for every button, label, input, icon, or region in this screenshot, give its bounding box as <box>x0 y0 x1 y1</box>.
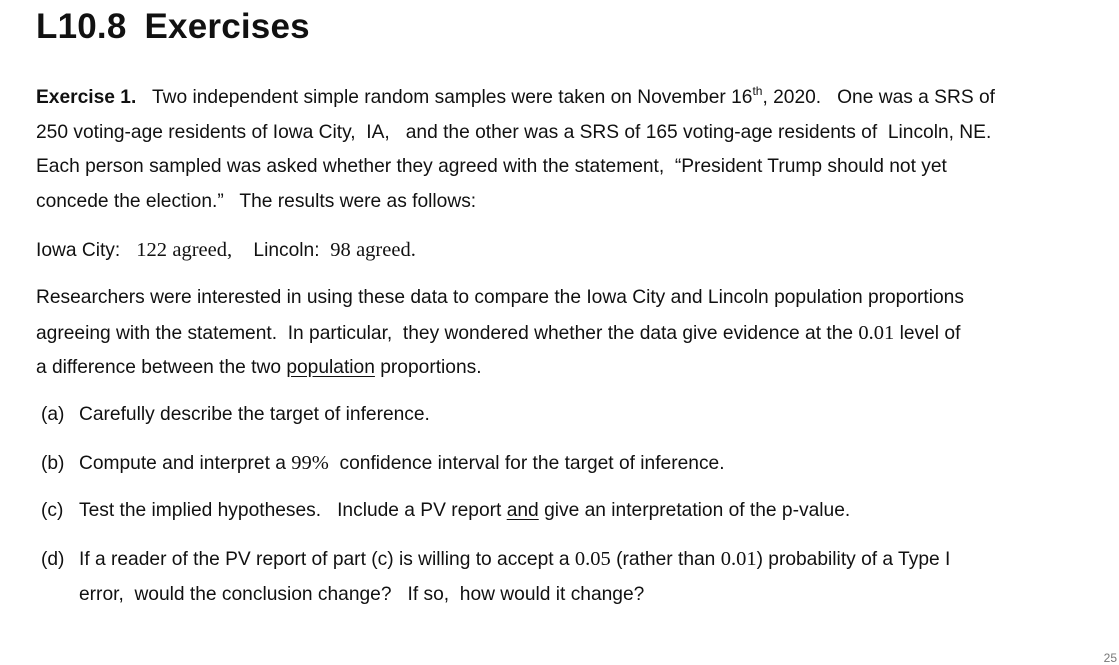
significance-level: 0.01 <box>858 321 895 344</box>
intro-line-2: 250 voting-age residents of Iowa City, IA, and the other was a SRS of 165 voting-age residents of Lincoln, NE. <box>36 121 992 143</box>
intro-line-3: Each person sampled was asked whether they agreed with the statement, “President Trump should not yet <box>36 156 947 177</box>
context-line-2a: agreeing with the statement. In particular, they wondered whether the data give evidence at the <box>36 322 854 344</box>
part-d-marker: (d) <box>41 549 65 570</box>
exercise-label: Exercise 1. <box>36 87 137 108</box>
part-b-marker: (b) <box>41 453 65 474</box>
intro-line-4: concede the election.” The results were as follows: <box>36 190 477 212</box>
lincoln-count: 98 <box>330 239 351 261</box>
part-c <box>41 494 850 529</box>
section-title-text: Exercises <box>144 7 310 46</box>
context-paragraph <box>36 281 964 386</box>
iowa-label: Iowa City: <box>36 240 121 261</box>
part-c-text-a: Test the implied hypotheses. Include a PV report <box>79 500 502 521</box>
iowa-agreed: agreed, <box>172 239 233 261</box>
page-number: 25 <box>1103 651 1117 665</box>
part-a-text: Carefully describe the target of inference. <box>79 404 430 425</box>
date-superscript: th <box>752 83 763 98</box>
section-number: L10.8 <box>36 7 127 46</box>
confidence-level: 99% <box>291 452 329 474</box>
context-line-3b: proportions. <box>380 357 482 378</box>
context-line-2b: level of <box>899 322 961 344</box>
alpha-001: 0.01 <box>720 548 757 570</box>
lincoln-agreed: agreed. <box>356 239 416 261</box>
context-line-1: Researchers were interested in using these data to compare the Iowa City and Lincoln population proportions <box>36 287 964 308</box>
underlined-population: population <box>286 357 375 378</box>
exercise-intro <box>36 81 995 219</box>
iowa-count: 122 <box>136 239 167 261</box>
section-title <box>36 6 310 48</box>
part-b-text-a: Compute and interpret a <box>79 453 286 474</box>
lincoln-label: Lincoln: <box>253 240 320 261</box>
intro-line-1b: , 2020. One was a SRS of <box>762 87 995 108</box>
part-a-marker: (a) <box>41 404 65 425</box>
part-d-text-c: ) probability of a Type I <box>756 549 951 570</box>
alpha-005: 0.05 <box>574 548 611 570</box>
context-line-3a: a difference between the two <box>36 357 281 378</box>
part-d-line-2: error, would the conclusion change? If so, how would it change? <box>79 583 645 605</box>
part-b <box>41 446 725 482</box>
part-d-text-b: (rather than <box>616 549 716 570</box>
part-d <box>41 542 950 612</box>
part-c-text-b: give an interpretation of the p-value. <box>544 500 851 521</box>
underlined-and: and <box>506 500 539 521</box>
intro-line-1a: Two independent simple random samples were taken on November 16 <box>151 87 753 108</box>
part-d-text-a: If a reader of the PV report of part (c) is willing to accept a <box>79 549 570 570</box>
part-b-text-b: confidence interval for the target of inference. <box>339 453 725 474</box>
results-line <box>36 233 416 269</box>
part-a <box>41 398 430 433</box>
part-c-marker: (c) <box>41 500 64 521</box>
